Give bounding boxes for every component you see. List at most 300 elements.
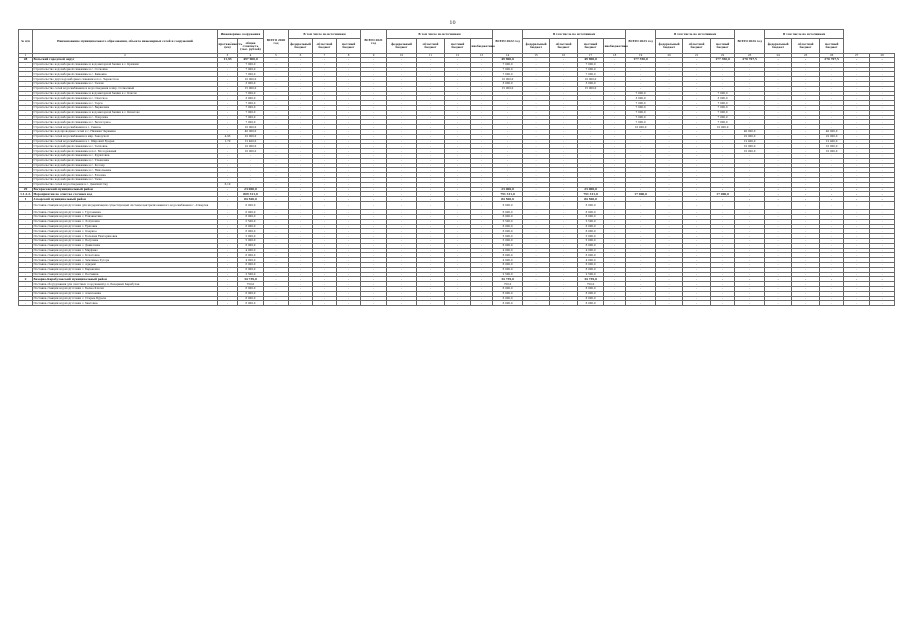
value-cell: 6 000,0 [238,287,264,292]
value-cell: 177 350,0 [626,58,656,63]
value-cell: - [870,282,895,287]
value-cell: - [820,287,844,292]
value-cell: - [711,67,735,72]
value-cell: - [792,267,820,272]
value-cell: - [578,149,604,154]
value-cell: - [523,267,550,272]
value-cell: - [218,173,238,178]
value-cell: - [870,120,895,125]
value-cell: - [471,115,493,120]
value-cell: - [735,77,765,82]
value-cell: - [792,287,820,292]
value-cell: - [844,210,870,215]
value-cell: - [471,72,493,77]
value-cell: - [523,115,550,120]
value-cell: - [870,105,895,110]
value-cell: - [337,177,361,182]
value-cell: - [870,96,895,101]
object-name: Строительство водозаборной скважины в с. Елховка [33,173,218,178]
value-cell: 6 000,0 [238,263,264,268]
value-cell: - [218,168,238,173]
value-cell: - [289,267,313,272]
value-cell: - [361,291,387,296]
value-cell: - [711,267,735,272]
value-cell: - [417,219,445,224]
value-cell: 22 000,0 [735,134,765,139]
row-number: - [19,149,33,154]
value-cell: 3 000,0 [711,96,735,101]
value-cell: - [735,187,765,192]
value-cell: - [313,219,337,224]
value-cell: - [361,219,387,224]
value-cell: 10 000,0 [735,149,765,154]
value-cell: - [820,234,844,239]
value-cell: - [656,219,683,224]
value-cell: 49 900,0 [578,58,604,63]
column-number: 25 [792,54,820,58]
object-name: Строительство водозаборной скважины в с. Колояр [33,163,218,168]
value-cell: - [820,67,844,72]
value-cell: - [445,125,471,130]
value-cell: - [820,101,844,106]
column-number: 8 [337,54,361,58]
value-cell: - [683,277,711,282]
value-cell: - [604,301,626,306]
header-year-sources: В том числе по источникам [765,30,844,39]
value-cell: - [361,197,387,202]
value-cell: - [313,177,337,182]
value-cell: - [870,62,895,67]
value-cell: - [765,267,792,272]
value-cell: 10 000,0 [626,125,656,130]
value-cell: - [735,105,765,110]
value-cell: - [683,115,711,120]
value-cell: - [238,163,264,168]
row-number: - [19,163,33,168]
value-cell: - [683,77,711,82]
value-cell: - [523,224,550,229]
value-cell: - [656,115,683,120]
value-cell: - [735,81,765,86]
value-cell: - [387,234,417,239]
value-cell: - [523,163,550,168]
value-cell: - [550,224,578,229]
value-cell: - [218,243,238,248]
value-cell: 10 000,0 [578,77,604,82]
header-source: федеральный бюджет [289,39,313,54]
value-cell: - [820,248,844,253]
column-number: 16 [550,54,578,58]
value-cell: - [792,163,820,168]
value-cell: 40 000,0 [238,129,264,134]
value-cell: - [264,258,289,263]
value-cell: - [844,224,870,229]
value-cell: - [765,234,792,239]
value-cell: - [471,177,493,182]
value-cell: - [264,248,289,253]
value-cell: - [820,219,844,224]
value-cell: - [792,215,820,220]
value-cell: - [870,77,895,82]
value-cell: - [765,258,792,263]
value-cell: - [844,91,870,96]
value-cell: - [656,287,683,292]
value-cell: - [493,163,523,168]
row-number: - [19,125,33,130]
value-cell: - [765,282,792,287]
value-cell: - [289,86,313,91]
value-cell: - [735,101,765,106]
row-number: - [19,139,33,144]
row-number: - [19,301,33,306]
value-cell: - [765,105,792,110]
object-name: Строительство водозаборной скважины в с. Белогорное [33,120,218,125]
object-name: Строительство сетей водоснабжения в с. Широкий Буерак [33,139,218,144]
value-cell: - [792,139,820,144]
value-cell: - [711,253,735,258]
value-cell: - [711,158,735,163]
value-cell: 497 900,0 [238,58,264,63]
value-cell: - [683,263,711,268]
value-cell: 5 000,0 [493,234,523,239]
value-cell: 7 000,0 [626,91,656,96]
row-number: - [19,219,33,224]
value-cell: - [550,153,578,158]
value-cell: - [417,192,445,197]
value-cell: - [711,163,735,168]
row-number: - [19,177,33,182]
value-cell: - [604,229,626,234]
value-cell: - [445,219,471,224]
value-cell: - [493,125,523,130]
value-cell: - [289,101,313,106]
value-cell: - [626,201,656,209]
object-name: Аткарский муниципальный район [33,197,218,202]
value-cell: - [218,91,238,96]
object-name: Воскресенский муниципальный район [33,187,218,192]
value-cell: - [683,173,711,178]
value-cell: - [387,139,417,144]
value-cell: - [264,125,289,130]
value-cell: 6 000,0 [578,215,604,220]
value-cell: - [820,263,844,268]
value-cell: - [523,81,550,86]
value-cell: - [820,291,844,296]
value-cell: - [683,287,711,292]
value-cell: - [870,277,895,282]
value-cell: - [820,72,844,77]
value-cell: - [578,153,604,158]
value-cell: 3 000,0 [493,81,523,86]
value-cell: - [313,105,337,110]
value-cell: - [711,287,735,292]
column-number: 5 [264,54,289,58]
value-cell: - [870,248,895,253]
value-cell: - [387,192,417,197]
value-cell: - [445,86,471,91]
value-cell: - [656,81,683,86]
value-cell: 7 000,0 [493,72,523,77]
header-row [19,30,895,39]
value-cell: - [218,192,238,197]
row-number: - [19,282,33,287]
value-cell: - [264,163,289,168]
value-cell: - [683,253,711,258]
value-cell: - [765,177,792,182]
value-cell: - [844,182,870,187]
object-name: Строительство водозаборной скважины в с. Спасское [33,96,218,101]
value-cell: - [792,272,820,277]
value-cell: - [238,168,264,173]
value-cell: - [493,149,523,154]
value-cell: - [361,187,387,192]
value-cell: - [765,287,792,292]
value-cell: - [604,153,626,158]
value-cell: - [523,144,550,149]
value-cell: - [792,229,820,234]
value-cell: - [735,263,765,268]
value-cell: - [417,267,445,272]
row-number: - [19,86,33,91]
value-cell: - [445,187,471,192]
value-cell: - [656,272,683,277]
column-number: 15 [523,54,550,58]
header-year-total: ВСЕГО 2022 год [493,30,523,54]
value-cell: - [289,219,313,224]
value-cell: - [550,197,578,202]
value-cell: - [337,234,361,239]
value-cell: - [683,243,711,248]
value-cell: - [656,201,683,209]
value-cell: - [264,224,289,229]
value-cell: - [765,263,792,268]
header-year-sources: В том числе по источникам [523,30,626,39]
value-cell: - [765,243,792,248]
value-cell: - [337,243,361,248]
value-cell: 5 000,0 [493,239,523,244]
value-cell: - [387,197,417,202]
value-cell: - [626,134,656,139]
value-cell: - [792,120,820,125]
value-cell: - [844,149,870,154]
value-cell: - [313,149,337,154]
value-cell: 6 000,0 [578,229,604,234]
value-cell: - [604,110,626,115]
value-cell: - [550,253,578,258]
value-cell: - [844,234,870,239]
value-cell: - [289,201,313,209]
value-cell: 270 767,5 [735,58,765,63]
value-cell: - [820,187,844,192]
value-cell: - [361,229,387,234]
value-cell: - [417,96,445,101]
value-cell: - [313,210,337,215]
value-cell: - [870,177,895,182]
value-cell: - [870,258,895,263]
column-number: 20 [656,54,683,58]
value-cell: - [445,282,471,287]
value-cell: 6 000,0 [238,301,264,306]
object-name: Строительство сетей водоснабжения в с. Сенное [33,125,218,130]
value-cell: - [387,215,417,220]
value-cell: 40 000,0 [820,129,844,134]
row-number: - [19,62,33,67]
value-cell: - [445,253,471,258]
value-cell: - [289,134,313,139]
value-cell: - [445,96,471,101]
value-cell: - [337,163,361,168]
value-cell: - [735,153,765,158]
value-cell: - [264,149,289,154]
value-cell: 5 500,0 [493,219,523,224]
value-cell: - [361,248,387,253]
value-cell: - [471,168,493,173]
value-cell: - [604,173,626,178]
value-cell: - [683,291,711,296]
value-cell: - [523,182,550,187]
value-cell: - [313,248,337,253]
value-cell: - [313,62,337,67]
value-cell: - [289,282,313,287]
value-cell: - [238,182,264,187]
value-cell: 6 000,0 [578,287,604,292]
value-cell: - [550,177,578,182]
value-cell: - [765,210,792,215]
value-cell: - [626,158,656,163]
value-cell: - [523,201,550,209]
value-cell: - [820,86,844,91]
value-cell: - [264,201,289,209]
value-cell: - [656,210,683,215]
value-cell: - [337,86,361,91]
value-cell: - [523,72,550,77]
object-name: Строительство водозаборной скважины в с. Каменка [33,72,218,77]
value-cell: - [313,72,337,77]
value-cell: - [604,277,626,282]
header-year-sources: В том числе по источникам [656,30,735,39]
value-cell: - [683,163,711,168]
value-cell: - [683,197,711,202]
value-cell: - [289,253,313,258]
value-cell: - [523,219,550,224]
value-cell: - [289,139,313,144]
value-cell: - [711,77,735,82]
value-cell: 7 000,0 [711,101,735,106]
value-cell: 5 000,0 [578,234,604,239]
value-cell: - [711,277,735,282]
value-cell: - [711,215,735,220]
value-cell: - [735,91,765,96]
value-cell: - [417,187,445,192]
value-cell: - [417,67,445,72]
value-cell: - [264,72,289,77]
value-cell: - [820,105,844,110]
header-source: федеральный бюджет [523,39,550,54]
value-cell: - [471,129,493,134]
value-cell: - [289,72,313,77]
value-cell: - [844,120,870,125]
value-cell: - [523,253,550,258]
value-cell: - [870,291,895,296]
value-cell: - [792,125,820,130]
value-cell: - [870,239,895,244]
value-cell: 4 000,0 [238,248,264,253]
value-cell: - [844,239,870,244]
value-cell: - [604,215,626,220]
value-cell: - [523,197,550,202]
value-cell: - [337,168,361,173]
value-cell: - [218,101,238,106]
value-cell: - [683,153,711,158]
value-cell: - [683,301,711,306]
value-cell: - [523,263,550,268]
value-cell: - [792,105,820,110]
value-cell: - [711,229,735,234]
value-cell: - [313,224,337,229]
value-cell: - [218,197,238,202]
value-cell: 4 000,0 [493,248,523,253]
value-cell: - [417,86,445,91]
value-cell: 6 000,0 [578,210,604,215]
column-number: 1 [19,54,33,58]
value-cell: - [792,234,820,239]
value-cell: - [264,234,289,239]
object-name: Строительство водозаборной скважины в с. Талы [33,177,218,182]
value-cell: - [264,67,289,72]
value-cell: - [735,86,765,91]
value-cell: - [313,282,337,287]
value-cell: 6 000,0 [578,201,604,209]
value-cell: - [604,287,626,292]
value-cell: - [387,267,417,272]
header-source: федеральный бюджет [387,39,417,54]
value-cell: - [578,139,604,144]
value-cell: - [578,134,604,139]
value-cell: - [471,224,493,229]
value-cell: - [626,296,656,301]
value-cell: 7 000,0 [238,105,264,110]
value-cell: - [523,215,550,220]
value-cell: - [313,96,337,101]
value-cell: - [523,277,550,282]
value-cell: - [792,96,820,101]
value-cell: - [870,201,895,209]
value-cell: - [820,173,844,178]
value-cell: - [417,125,445,130]
value-cell: - [765,77,792,82]
value-cell: - [870,215,895,220]
value-cell: - [264,81,289,86]
row-number: - [19,144,33,149]
header-source: областной бюджет [417,39,445,54]
value-cell: - [604,234,626,239]
column-number: 17 [578,54,604,58]
row-number: - [19,105,33,110]
row-number: - [19,67,33,72]
value-cell: - [711,291,735,296]
value-cell: 7 000,0 [711,115,735,120]
value-cell: - [445,210,471,215]
value-cell: - [471,253,493,258]
value-cell: - [337,192,361,197]
value-cell: - [361,105,387,110]
value-cell: 1,70 [218,139,238,144]
value-cell: - [417,239,445,244]
value-cell: - [870,229,895,234]
value-cell: - [471,263,493,268]
object-name: Поставка станции водоподготовки с. Барановка [33,267,218,272]
value-cell: - [844,125,870,130]
